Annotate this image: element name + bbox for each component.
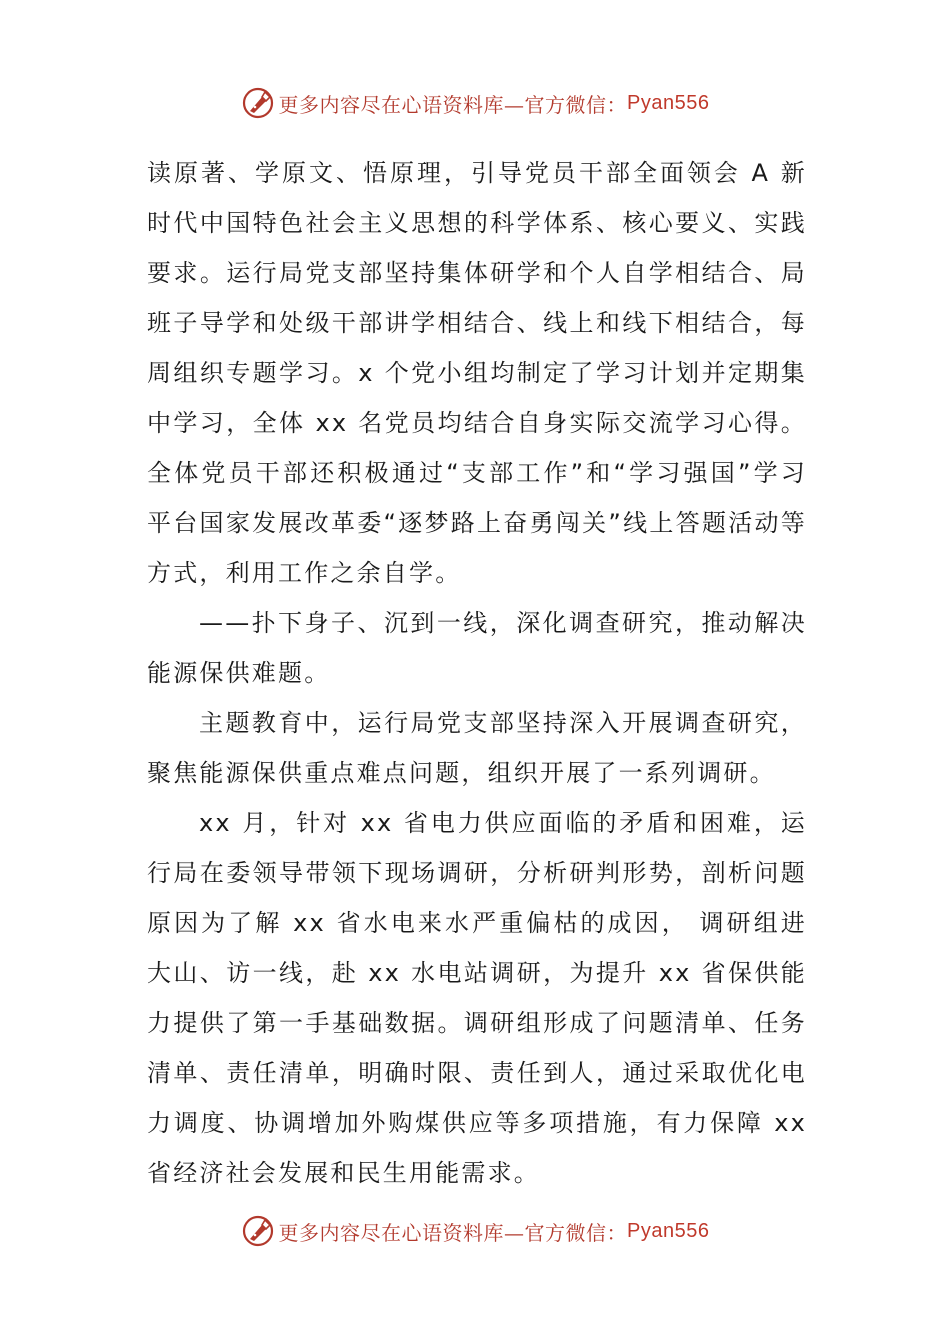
paragraph-section-heading: ——扑下身子、沉到一线，深化调查研究，推动解决能源保供难题。	[147, 609, 807, 687]
header-banner	[0, 83, 950, 123]
pen-nib-circle-icon	[241, 1214, 275, 1248]
footer-banner	[0, 1211, 950, 1251]
footer-banner-text: 更多内容尽在心语资料库—官方微信：	[278, 1220, 628, 1245]
paragraph-study: 读原著、学原文、悟原理，引导党员干部全面领会 A 新时代中国特色社会主义思想的科学体系、核心要义、实践要求。运行局党支部坚持集体研学和个人自学相结合、局班子导学和处级干部讲学相结合、线上和线下相结合，每周组织专题学习。x 个党小组均制定了学习计划并定期集中学习，全体 xx 名党员均结合自身实际交流学习心得。全体党员干部还积极通过“支部工作”和“学习强国”学习平台国家发展改革委“逐梦路上奋勇闯关”线上答题活动等方式，利用工作之余自学。	[147, 159, 807, 587]
header-banner-text: 更多内容尽在心语资料库—官方微信：	[278, 92, 628, 117]
paragraph-theme-education: 主题教育中，运行局党支部坚持深入开展调查研究，聚焦能源保供重点难点问题，组织开展了一系列调研。	[147, 709, 807, 787]
document-body	[147, 148, 807, 1198]
paragraph-research: xx 月，针对 xx 省电力供应面临的矛盾和困难，运行局在委领导带领下现场调研，分析研判形势，剖析问题原因为了解 xx 省水电来水严重偏枯的成因， 调研组进大山、访一线，赴 xx 水电站调研，为提升 xx 省保供能力提供了第一手基础数据。调研组形成了问题清单、任务清单、责任清单，明确时限、责任到人，通过采取优化电力调度、协调增加外购煤供应等多项措施，有力保障 xx 省经济社会发展和民生用能需求。	[147, 809, 807, 1187]
footer-banner-code: Pyan556	[627, 1219, 710, 1242]
pen-nib-circle-icon	[241, 86, 275, 120]
header-banner-code: Pyan556	[627, 91, 710, 114]
